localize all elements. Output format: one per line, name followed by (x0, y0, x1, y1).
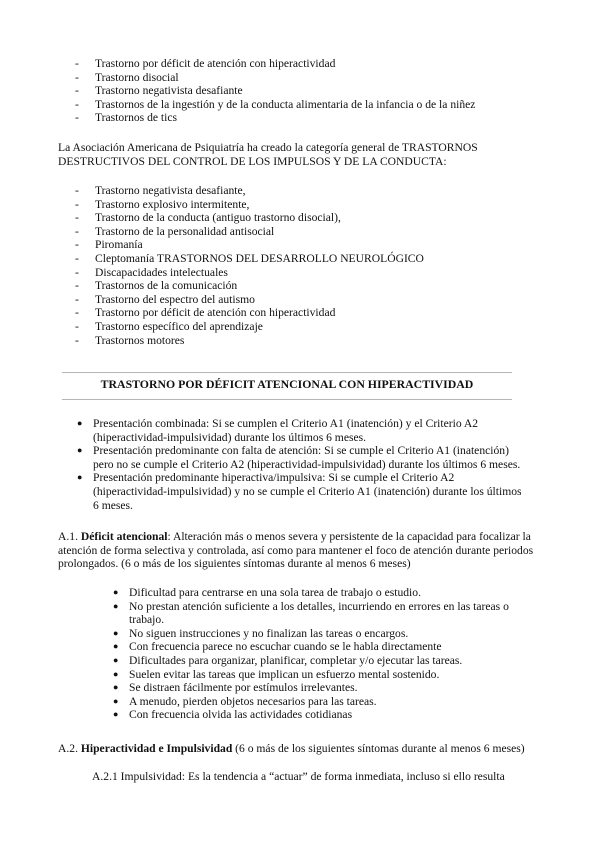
dash-marker: - (75, 211, 79, 225)
list-item: - Trastornos de la comunicación (75, 279, 238, 293)
bullet-icon: ● (113, 641, 119, 652)
dash-marker: - (75, 70, 79, 84)
criterion-a1-title: Déficit atencional (80, 530, 168, 543)
bullet-icon: ● (113, 709, 119, 720)
list-item: - Trastorno por déficit de atención con hiperactividad (75, 306, 336, 320)
heading-top-divider (62, 372, 512, 373)
attention-symptoms-list (113, 586, 543, 722)
dash-marker: - (75, 333, 79, 347)
list-item: ● Dificultades para organizar, planificar, completar y/o ejecutar las tareas. (113, 653, 463, 667)
list-item: ● Con frecuencia parece no escuchar cuando se le habla directamente (113, 640, 442, 654)
disorders-list-2 (75, 184, 545, 347)
dash-marker: - (75, 319, 79, 333)
list-item: - Trastorno disocial (75, 70, 179, 84)
list-item: - Trastorno de la conducta (antiguo trastorno disocial), (75, 211, 341, 225)
list-item: ● Se distraen fácilmente por estímulos irrelevantes. (113, 681, 358, 695)
dash-marker: - (75, 184, 79, 197)
list-item: ● A menudo, pierden objetos necesarios para las tareas. (113, 694, 377, 708)
dash-marker: - (75, 197, 79, 211)
list-item: - Trastorno de la personalidad antisocial (75, 224, 275, 238)
list-item: - Trastornos de tics (75, 111, 178, 125)
presentations-list (77, 417, 525, 512)
dash-marker: - (75, 306, 79, 320)
dash-marker: - (75, 224, 79, 238)
list-item: - Trastorno del espectro del autismo (75, 292, 255, 306)
bullet-icon: ● (113, 682, 119, 693)
list-item: - Cleptomanía TRASTORNOS DEL DESARROLLO NEUROLÓGICO (75, 251, 424, 265)
list-item: ● No prestan atención suficiente a los detalles, incurriendo en errores en las tareas o trabajo. (113, 599, 509, 627)
dash-marker: - (75, 111, 79, 125)
list-item: - Trastornos de la ingestión y de la conducta alimentaria de la infancia o de la niñez (75, 97, 476, 111)
bullet-icon: ● (113, 668, 119, 679)
dash-marker: - (75, 279, 79, 293)
dash-marker: - (75, 238, 79, 252)
list-item: ● Presentación predominante con falta de atención: Si se cumple el Criterio A1 (inatención) pero no se cumple el Criterio A2 (hiperactividad-impulsividad) durante los últimos 6 meses. (77, 444, 521, 471)
list-item: - Trastorno por déficit de atención con hiperactividad (75, 57, 336, 70)
list-item: - Discapacidades intelectuales (75, 265, 228, 279)
dash-marker: - (75, 84, 79, 98)
list-item: - Trastorno explosivo intermitente, (75, 197, 250, 211)
bullet-icon: ● (77, 472, 83, 483)
criterion-a2-title: Hiperactividad e Impulsividad (80, 742, 233, 755)
criterion-a1-paragraph: A.1. Déficit atencional: Alteración más o menos severa y persistente de la capacidad para focalizar la atención de forma selectiva y controlada, así como para mantener el foco de atención durante periodos prolongados. (6 o más de los siguientes síntomas durante al menos 6 meses) (58, 530, 534, 571)
list-item: - Trastorno negativista desafiante, (75, 184, 246, 197)
disorders-list-1 (75, 57, 545, 125)
list-item: - Trastorno específico del aprendizaje (75, 319, 263, 333)
bullet-icon: ● (77, 418, 83, 428)
dash-marker: - (75, 265, 79, 279)
list-item: - Trastorno negativista desafiante (75, 84, 243, 98)
dash-marker: - (75, 251, 79, 265)
list-item: ● No siguen instrucciones y no finalizan las tareas o encargos. (113, 626, 409, 640)
bullet-icon: ● (113, 600, 119, 611)
bullet-icon: ● (113, 627, 119, 638)
bullet-icon: ● (113, 654, 119, 665)
criterion-a21-paragraph: A.2.1 Impulsividad: Es la tendencia a “actuar” de forma inmediata, incluso si ello resulta (92, 770, 505, 783)
dash-marker: - (75, 57, 79, 70)
apa-category-paragraph: La Asociación Americana de Psiquiatría ha creado la categoría general de TRASTORNOS DESTRUCTIVOS DEL CONTROL DE LOS IMPULSOS Y DE LA CONDUCTA: (58, 141, 478, 168)
bullet-icon: ● (113, 587, 119, 597)
dash-marker: - (75, 97, 79, 111)
bullet-icon: ● (77, 445, 83, 456)
list-item: ● Presentación combinada: Si se cumplen el Criterio A1 (inatención) y el Criterio A2 (hiperactividad-impulsividad) durante los últimos 6 meses. (77, 417, 479, 444)
list-item: ● Suelen evitar las tareas que implican un esfuerzo mental sostenido. (113, 667, 440, 681)
list-item: ● Presentación predominante hiperactiva/impulsiva: Si se cumple el Criterio A2 (hiperactividad-impulsividad) y no se cumple el Criterio A1 (inatención) durante los últimos 6 meses. (77, 471, 522, 512)
heading-bottom-divider (62, 399, 512, 400)
dash-marker: - (75, 292, 79, 306)
list-item: - Piromanía (75, 238, 143, 252)
list-item: ● Con frecuencia olvida las actividades cotidianas (113, 708, 353, 722)
list-item: ● Dificultad para centrarse en una sola tarea de trabajo o estudio. (113, 586, 421, 599)
list-item: - Trastornos motores (75, 333, 185, 347)
bullet-icon: ● (113, 695, 119, 706)
criterion-a2-paragraph: A.2. Hiperactividad e Impulsividad (6 o más de los siguientes síntomas durante al menos 6 meses) (58, 742, 525, 755)
section-heading: TRASTORNO POR DÉFICIT ATENCIONAL CON HIPERACTIVIDAD (100, 377, 474, 391)
